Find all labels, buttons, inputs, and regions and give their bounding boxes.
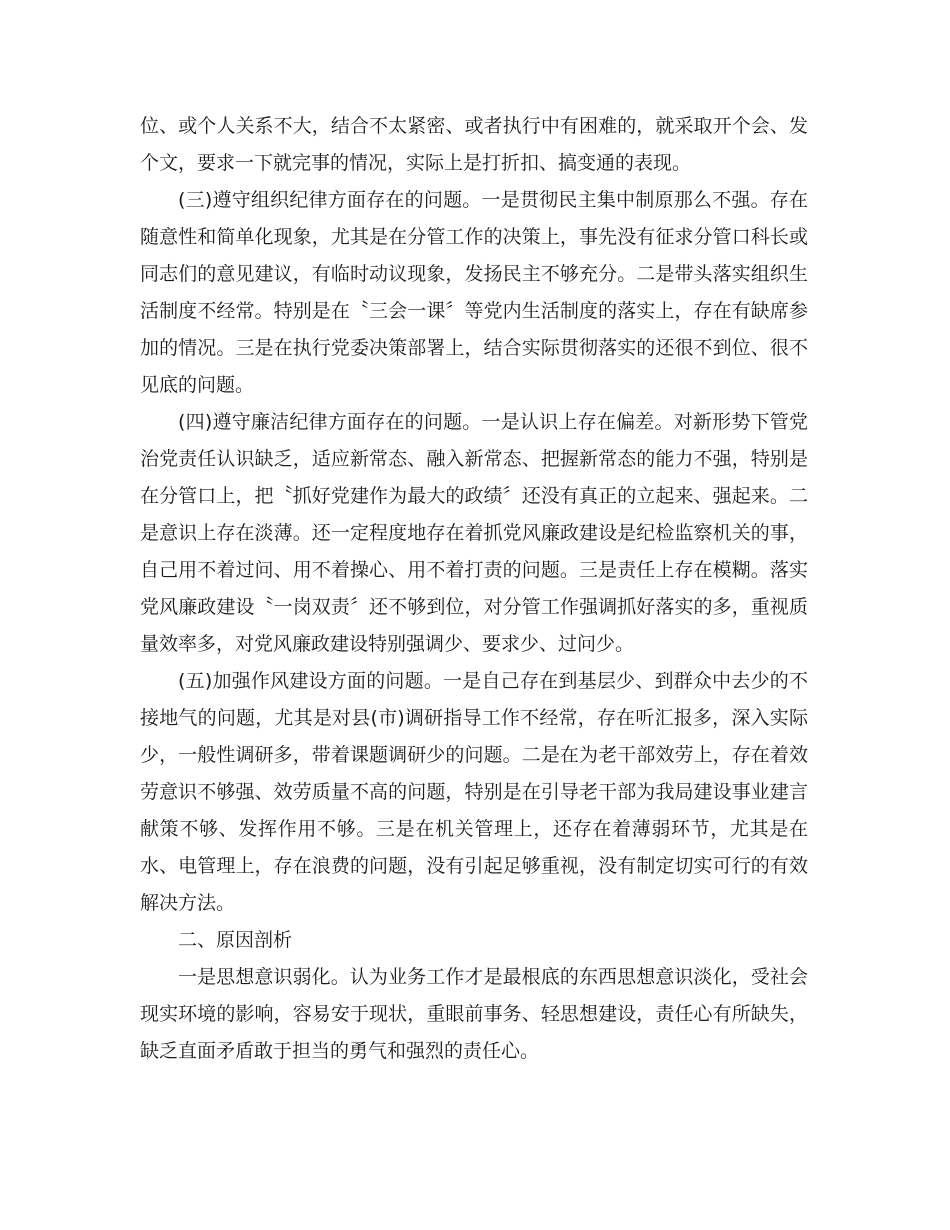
paragraph-ideological-awareness: 一是思想意识弱化。认为业务工作才是最根底的东西思想意识淡化，受社会现实环境的影响，容易安于现状，重眼前事务、轻思想建设，责任心有所缺失，缺乏直面矛盾敢于担当的勇气和强烈的责任心。 [140,966,808,1062]
paragraph-continuation: 位、或个人关系不大，结合不太紧密、或者执行中有困难的，就采取开个会、发个文，要求一下就完事的情况，实际上是打折扣、搞变通的表现。 [140,115,808,174]
document-body [140,108,808,1070]
paragraph-organization-discipline: (三)遵守组织纪律方面存在的问题。一是贯彻民主集中制原那么不强。存在随意性和简单化现象，尤其是在分管工作的决策上，事先没有征求分管口科长或同志们的意见建议，有临时动议现象，发扬民主不够充分。二是带头落实组织生活制度不经常。特别是在〝三会一课〞等党内生活制度的落实上，存在有缺席参加的情况。三是在执行党委决策部署上，结合实际贯彻落实的还很不到位、很不见底的问题。 [140,189,808,396]
section-heading-cause-analysis: 二、原因剖析 [178,929,293,951]
paragraph-integrity-discipline: (四)遵守廉洁纪律方面存在的问题。一是认识上存在偏差。对新形势下管党治党责任认识缺乏，适应新常态、融入新常态、把握新常态的能力不强，特别是在分管口上，把〝抓好党建作为最大的政绩〞还没有真正的立起来、强起来。二是意识上存在淡薄。还一定程度地存在着抓党风廉政建设是纪检监察机关的事，自己用不着过问、用不着操心、用不着打责的问题。三是责任上存在模糊。落实党风廉政建设〝一岗双责〞还不够到位，对分管工作强调抓好落实的多，重视质量效率多，对党风廉政建设特别强调少、要求少、过问少。 [140,411,808,655]
paragraph-work-style: (五)加强作风建设方面的问题。一是自己存在到基层少、到群众中去少的不接地气的问题，尤其是对县(市)调研指导工作不经常，存在听汇报多，深入实际少，一般性调研多，带着课题调研少的问题。二是在为老干部效劳上，存在着效劳意识不够强、效劳质量不高的问题，特别是在引导老干部为我局建设事业建言献策不够、发挥作用不够。三是在机关管理上，还存在着薄弱环节，尤其是在水、电管理上，存在浪费的问题，没有引起足够重视，没有制定切实可行的有效解决方法。 [140,670,808,914]
